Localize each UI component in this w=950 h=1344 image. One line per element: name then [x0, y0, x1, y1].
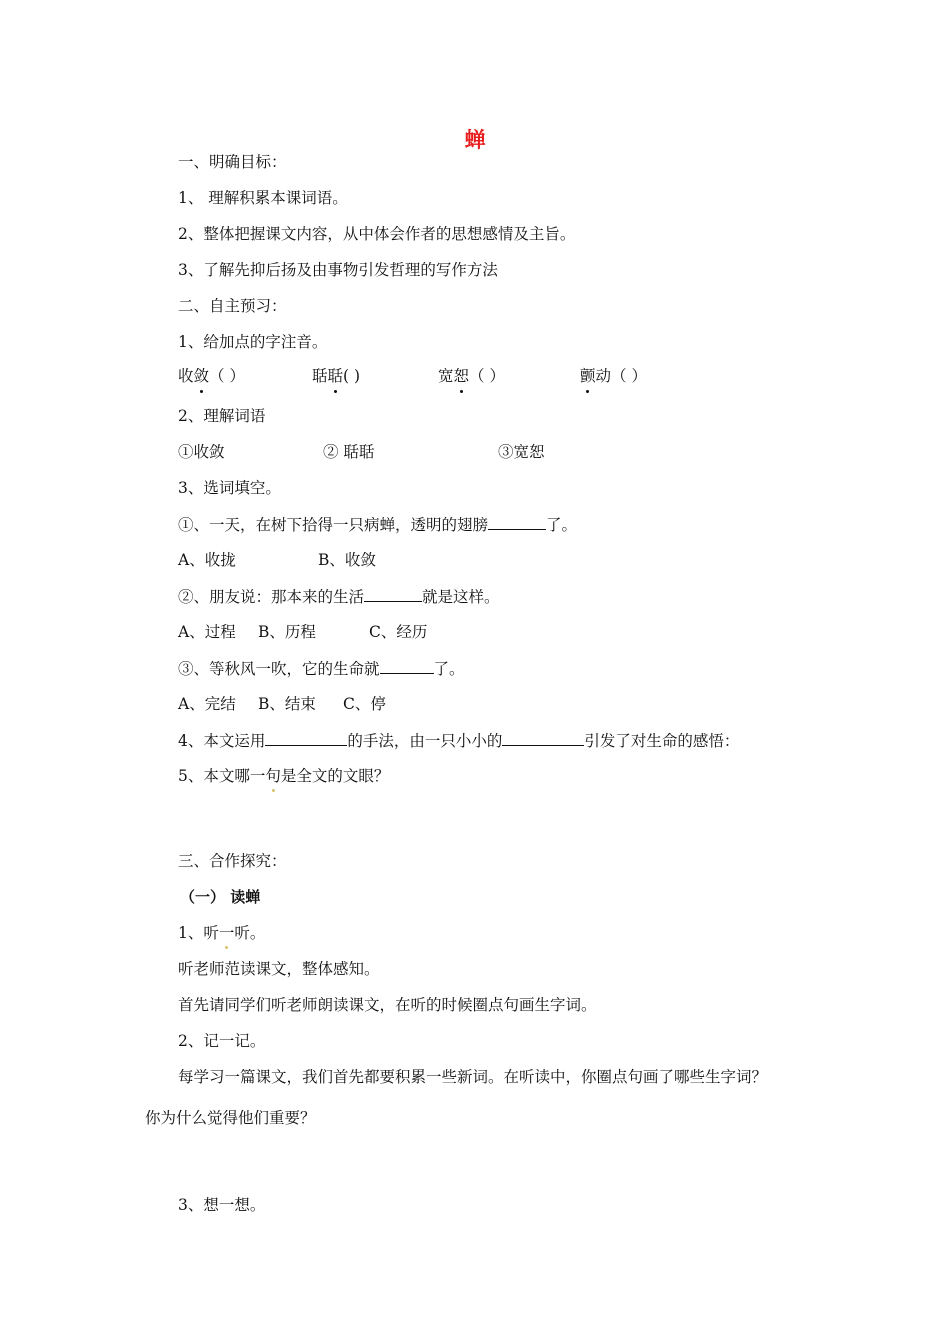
- goal-item-2: 2、整体把握课文内容，从中体会作者的思想感情及主旨。: [178, 225, 576, 243]
- option: B、历程: [258, 623, 316, 641]
- option: A、过程: [178, 623, 236, 641]
- answer-blank: [364, 586, 422, 602]
- term-2: ② 聒聒: [323, 443, 375, 461]
- option: B、收敛: [318, 551, 376, 569]
- fill-sentence-2: ②、朋友说：那本来的生活 就是这样。: [178, 588, 500, 606]
- option: C、经历: [369, 623, 428, 641]
- term-3: ③宽恕: [498, 443, 545, 461]
- pinyin-item-4: 颤动（ ）: [580, 367, 647, 385]
- section1-heading: 一、明确目标：: [178, 153, 287, 171]
- dotted-char: 恕: [453, 367, 470, 385]
- q5-sentence: 5、本文哪一句是全文的文眼？: [178, 767, 390, 785]
- activity-2-question: 你为什么觉得他们重要？: [145, 1109, 316, 1127]
- q1-label: 1、给加点的字注音。: [178, 333, 328, 351]
- fill-sentence-1: ①、一天，在树下拾得一只病蝉，透明的翅膀 了。: [178, 516, 578, 534]
- answer-blank: [488, 514, 546, 530]
- answer-blank: [265, 730, 347, 746]
- page-title: 蝉: [464, 128, 486, 152]
- subsection-heading: （一） 读蝉: [180, 888, 261, 906]
- q3-label: 3、选词填空。: [178, 479, 281, 497]
- activity-2: 2、记一记。: [178, 1032, 266, 1050]
- option: B、结束: [258, 695, 316, 713]
- section3-heading: 三、合作探究：: [178, 852, 287, 870]
- answer-blank: [380, 658, 434, 674]
- answer-blank: [502, 730, 584, 746]
- section2-heading: 二、自主预习：: [178, 297, 287, 315]
- dotted-char: 颤: [580, 367, 596, 385]
- option: A、收拢: [178, 551, 236, 569]
- q2-label: 2、理解词语: [178, 407, 266, 425]
- pinyin-item-2: 聒聒( ): [312, 367, 361, 385]
- activity-1-instruction: 首先请同学们听老师朗读课文，在听的时候圈点句画生字词。: [178, 996, 597, 1014]
- goal-item-1: 1、 理解积累本课词语。: [178, 189, 348, 207]
- dotted-char: 敛: [193, 367, 210, 385]
- dotted-char: 聒: [327, 367, 344, 385]
- activity-3: 3、想一想。: [178, 1196, 266, 1214]
- pinyin-item-1: 收敛（ ）: [178, 367, 245, 385]
- activity-1-desc: 听老师范读课文，整体感知。: [178, 960, 380, 978]
- goal-item-3: 3、了解先抑后扬及由事物引发哲理的写作方法: [178, 261, 498, 279]
- activity-1: 1、听一听。: [178, 924, 266, 942]
- option: A、完结: [178, 695, 236, 713]
- option: C、停: [343, 695, 386, 713]
- activity-2-desc: 每学习一篇课文，我们首先都要积累一些新词。在听读中，你圈点句画了哪些生字词？: [178, 1068, 768, 1086]
- q4-sentence: 4、本文运用 的手法，由一只小小的 引发了对生命的感悟：: [178, 732, 740, 750]
- fill-sentence-3: ③、等秋风一吹，它的生命就 了。: [178, 660, 465, 678]
- pinyin-item-3: 宽恕（ ）: [438, 367, 505, 385]
- term-1: ①收敛: [178, 443, 225, 461]
